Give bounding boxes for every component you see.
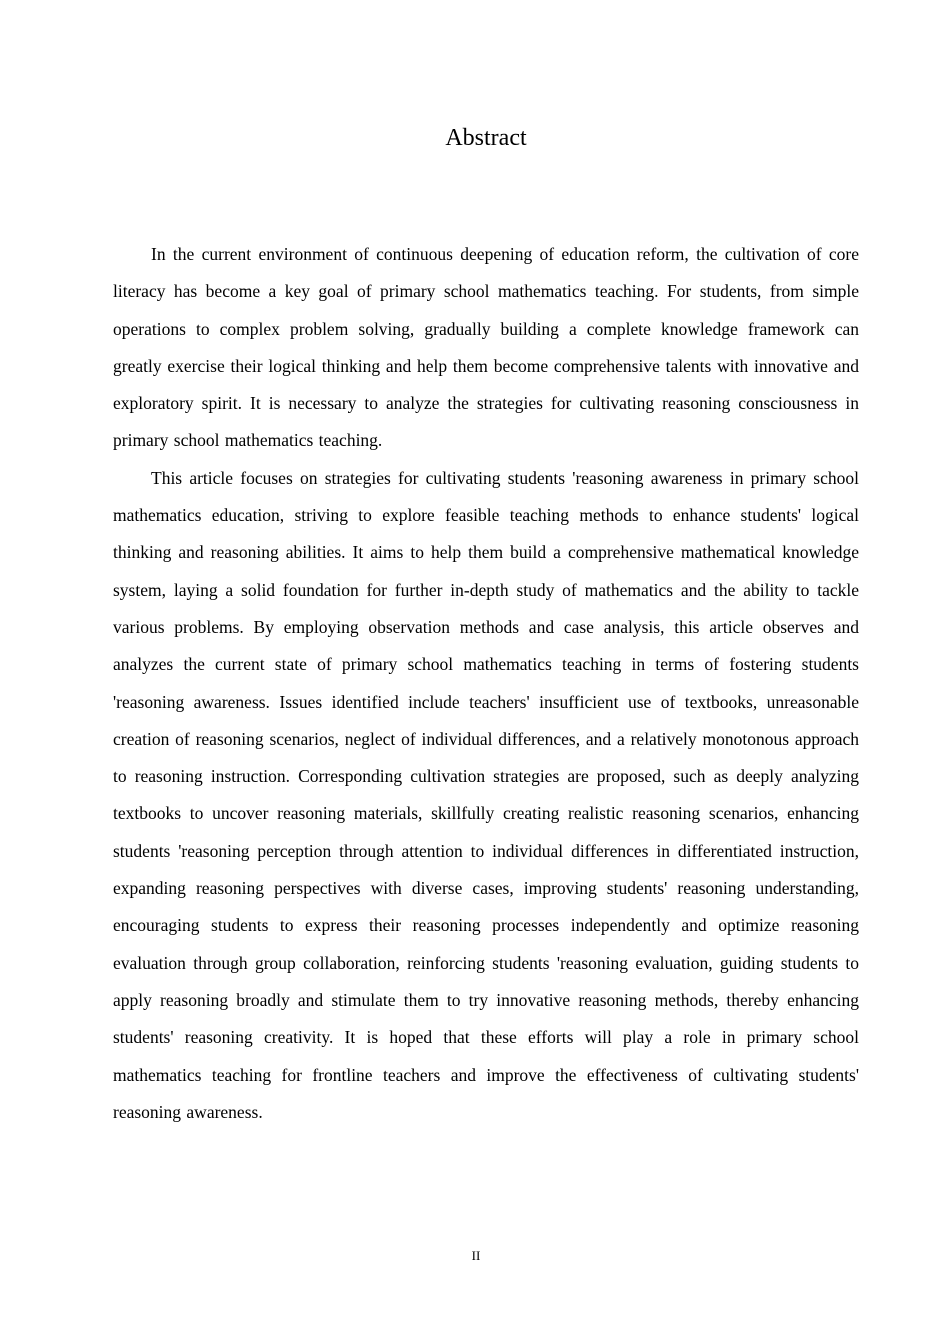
abstract-paragraph-2: This article focuses on strategies for cultivating students 'reasoning awareness in primary school mathematics education, striving to explore feasible teaching methods to enhance students' logical thinking and reasoning abilities. It aims to help them build a comprehensive mathematical knowledge system, laying a solid foundation for further in-depth study of mathematics and the ability to tackle various problems. By employing observation methods and case analysis, this article observes and analyzes the current state of primary school mathematics teaching in terms of fostering students 'reasoning awareness. Issues identified include teachers' insufficient use of textbooks, unreasonable creation of reasoning scenarios, neglect of individual differences, and a relatively monotonous approach to reasoning instruction. Corresponding cultivation strategies are proposed, such as deeply analyzing textbooks to uncover reasoning materials, skillfully creating realistic reasoning scenarios, enhancing students 'reasoning perception through attention to individual differences in differentiated instruction, expanding reasoning perspectives with diverse cases, improving students' reasoning understanding, encouraging students to express their reasoning processes independently and optimize reasoning evaluation through group collaboration, reinforcing students 'reasoning evaluation, guiding students to apply reasoning broadly and stimulate them to try innovative reasoning methods, thereby enhancing students' reasoning creativity. It is hoped that these efforts will play a role in primary school mathematics teaching for frontline teachers and improve the effectiveness of cultivating students' reasoning awareness. bbox=[113, 467, 859, 1122]
abstract-paragraph-1: In the current environment of continuous deepening of education reform, the cultivation of core literacy has become a key goal of primary school mathematics teaching. For students, from simple operations to complex problem solving, gradually building a complete knowledge framework can greatly exercise their logical thinking and help them become comprehensive talents with innovative and exploratory spirit. It is necessary to analyze the strategies for cultivating reasoning consciousness in primary school mathematics teaching. bbox=[113, 244, 859, 451]
page-title: Abstract bbox=[445, 125, 527, 151]
page-number: II bbox=[471, 1248, 481, 1263]
abstract-body bbox=[113, 236, 859, 1131]
